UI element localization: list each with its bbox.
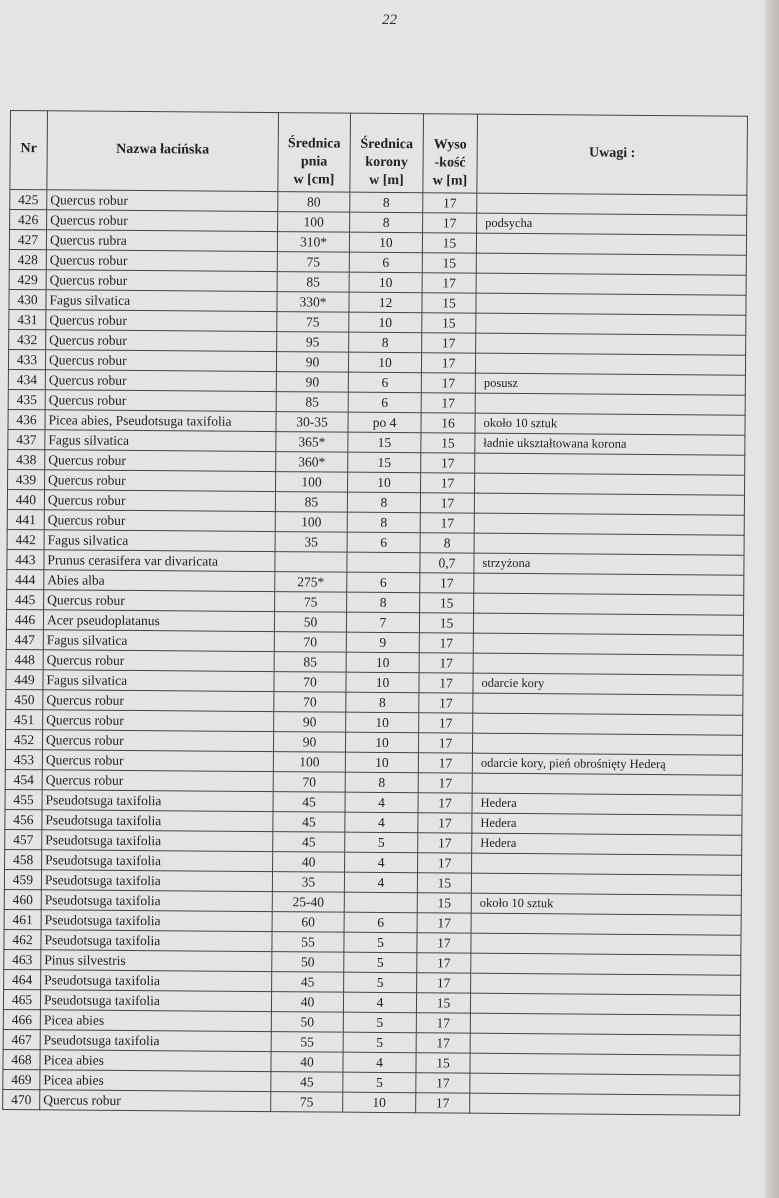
cell-height: 17 <box>418 753 472 773</box>
cell-trunk-diameter: 100 <box>275 512 347 533</box>
page-edge <box>765 0 779 1198</box>
cell-trunk-diameter <box>275 552 347 573</box>
header-crown-line-3: w [m] <box>369 172 404 189</box>
cell-latin-name: Quercus robur <box>44 590 275 612</box>
cell-notes: strzyżona <box>474 553 744 575</box>
header-trunk-line-3: w [cm] <box>293 172 335 188</box>
cell-notes <box>476 233 746 255</box>
cell-notes <box>475 353 745 375</box>
cell-latin-name: Pseudotsuga taxifolia <box>40 1030 271 1052</box>
cell-latin-name: Pseudotsuga taxifolia <box>41 930 272 952</box>
cell-notes <box>473 693 743 715</box>
cell-trunk-diameter: 60 <box>272 912 344 933</box>
cell-notes <box>473 653 743 675</box>
cell-height: 17 <box>416 1033 470 1053</box>
cell-trunk-diameter: 75 <box>277 252 349 273</box>
cell-height: 17 <box>423 193 477 213</box>
cell-notes <box>471 873 741 895</box>
cell-height: 15 <box>422 293 476 313</box>
cell-crown-diameter: 6 <box>347 532 420 553</box>
cell-latin-name: Pseudotsuga taxifolia <box>42 830 273 852</box>
cell-nr: 438 <box>8 449 45 469</box>
cell-notes <box>471 913 741 935</box>
cell-notes: posusz <box>475 373 745 395</box>
cell-crown-diameter: 9 <box>346 632 419 653</box>
cell-latin-name: Picea abies <box>40 1010 271 1032</box>
cell-crown-diameter: 4 <box>343 1052 416 1073</box>
cell-crown-diameter: 5 <box>344 952 417 973</box>
cell-latin-name: Quercus robur <box>44 490 275 512</box>
cell-crown-diameter: 5 <box>343 1072 416 1093</box>
cell-latin-name: Fagus silvatica <box>45 430 276 452</box>
cell-nr: 462 <box>4 929 41 949</box>
cell-notes <box>474 493 744 515</box>
cell-nr: 454 <box>5 769 42 789</box>
cell-notes <box>476 313 746 335</box>
cell-notes: Hedera <box>472 793 742 815</box>
cell-nr: 439 <box>8 469 45 489</box>
header-height-line-1: Wyso <box>433 137 467 153</box>
cell-nr: 441 <box>7 509 44 529</box>
header-crown-line-1: Średnica <box>360 136 414 153</box>
header-notes: Uwagi : <box>477 114 748 195</box>
cell-nr: 467 <box>3 1029 40 1049</box>
cell-nr: 442 <box>7 529 44 549</box>
cell-trunk-diameter: 70 <box>274 672 346 693</box>
cell-notes <box>470 1093 740 1115</box>
cell-notes: Hedera <box>472 813 742 835</box>
cell-height: 8 <box>420 533 474 553</box>
cell-height: 17 <box>420 493 474 513</box>
cell-notes: ładnie ukształtowana korona <box>475 433 745 455</box>
cell-trunk-diameter: 55 <box>272 932 344 953</box>
cell-notes <box>470 993 740 1015</box>
cell-crown-diameter: 8 <box>347 512 420 533</box>
cell-latin-name: Pseudotsuga taxifolia <box>41 910 272 932</box>
cell-height: 0,7 <box>420 553 474 573</box>
cell-height: 17 <box>421 393 475 413</box>
cell-notes: odarcie kory, pień obrośnięty Hederą <box>472 753 742 775</box>
cell-notes <box>476 333 746 355</box>
cell-notes <box>471 953 741 975</box>
cell-crown-diameter: 10 <box>348 352 421 373</box>
cell-height: 17 <box>420 573 474 593</box>
cell-latin-name: Quercus robur <box>44 510 275 532</box>
cell-nr: 448 <box>6 649 43 669</box>
cell-crown-diameter: 8 <box>350 192 423 213</box>
cell-crown-diameter: 10 <box>345 752 418 773</box>
cell-notes: Hedera <box>472 833 742 855</box>
cell-latin-name: Fagus silvatica <box>43 670 274 692</box>
cell-crown-diameter: 5 <box>343 1032 416 1053</box>
cell-latin-name: Quercus robur <box>45 350 276 372</box>
cell-height: 17 <box>422 333 476 353</box>
cell-height: 15 <box>417 893 471 913</box>
cell-latin-name: Pseudotsuga taxifolia <box>42 790 273 812</box>
cell-nr: 459 <box>4 869 41 889</box>
cell-trunk-diameter: 70 <box>274 632 346 653</box>
cell-notes <box>476 293 746 315</box>
cell-latin-name: Quercus robur <box>42 730 273 752</box>
cell-nr: 427 <box>9 230 46 250</box>
cell-nr: 446 <box>6 609 43 629</box>
cell-crown-diameter: 4 <box>343 992 416 1013</box>
cell-notes <box>470 1073 740 1095</box>
cell-latin-name: Quercus robur <box>43 710 274 732</box>
cell-latin-name: Quercus robur <box>46 270 277 292</box>
cell-nr: 436 <box>8 409 45 429</box>
cell-crown-diameter: 6 <box>349 252 422 273</box>
cell-latin-name: Acer pseudoplatanus <box>43 610 274 632</box>
cell-height: 15 <box>416 1053 470 1073</box>
cell-trunk-diameter: 35 <box>272 872 344 893</box>
cell-height: 17 <box>421 453 475 473</box>
cell-trunk-diameter: 55 <box>271 1032 343 1053</box>
cell-notes: podsycha <box>477 213 747 235</box>
cell-crown-diameter: 15 <box>348 432 421 453</box>
cell-crown-diameter: 10 <box>349 272 422 293</box>
cell-crown-diameter: 4 <box>345 812 418 833</box>
cell-nr: 452 <box>5 729 42 749</box>
cell-nr: 470 <box>3 1089 40 1109</box>
header-nr: Nr <box>10 111 48 190</box>
cell-nr: 425 <box>10 190 47 210</box>
cell-latin-name: Quercus robur <box>45 370 276 392</box>
cell-trunk-diameter: 45 <box>272 972 344 993</box>
tree-inventory-table <box>2 110 748 1116</box>
cell-latin-name: Fagus silvatica <box>46 290 277 312</box>
cell-notes <box>472 773 742 795</box>
cell-notes <box>475 473 745 495</box>
cell-nr: 432 <box>9 329 46 349</box>
cell-notes <box>476 273 746 295</box>
cell-nr: 440 <box>7 489 44 509</box>
cell-latin-name: Quercus robur <box>45 390 276 412</box>
cell-crown-diameter: 8 <box>346 692 419 713</box>
cell-height: 17 <box>419 713 473 733</box>
cell-height: 17 <box>419 653 473 673</box>
cell-height: 15 <box>422 253 476 273</box>
cell-crown-diameter: 5 <box>344 972 417 993</box>
cell-latin-name: Picea abies <box>40 1050 271 1072</box>
cell-notes <box>474 533 744 555</box>
cell-crown-diameter: 10 <box>346 712 419 733</box>
cell-trunk-diameter: 90 <box>276 352 348 373</box>
cell-latin-name: Pinus silvestris <box>41 950 272 972</box>
cell-nr: 449 <box>6 669 43 689</box>
cell-nr: 460 <box>4 889 41 909</box>
cell-notes <box>473 633 743 655</box>
cell-nr: 457 <box>5 829 42 849</box>
header-height-line-2: -kość <box>434 155 466 171</box>
cell-crown-diameter: 6 <box>348 372 421 393</box>
cell-nr: 445 <box>7 589 44 609</box>
cell-latin-name: Prunus cerasifera var divaricata <box>44 550 275 572</box>
cell-crown-diameter: 8 <box>349 332 422 353</box>
cell-latin-name: Quercus robur <box>45 450 276 472</box>
cell-trunk-diameter: 50 <box>271 1012 343 1033</box>
cell-height: 17 <box>418 773 472 793</box>
cell-crown-diameter: 15 <box>348 452 421 473</box>
cell-crown-diameter: 4 <box>344 872 417 893</box>
header-latin-name: Nazwa łacińska <box>47 111 279 192</box>
cell-height: 15 <box>416 993 470 1013</box>
header-crown-diameter <box>350 113 424 193</box>
cell-crown-diameter: 5 <box>344 932 417 953</box>
cell-nr: 428 <box>9 249 46 269</box>
cell-latin-name: Picea abies <box>40 1070 271 1092</box>
cell-trunk-diameter: 85 <box>275 492 347 513</box>
cell-crown-diameter: po 4 <box>348 412 421 433</box>
cell-trunk-diameter: 45 <box>271 1072 343 1093</box>
cell-nr: 433 <box>8 349 45 369</box>
cell-height: 17 <box>421 353 475 373</box>
cell-notes: odarcie kory <box>473 673 743 695</box>
cell-trunk-diameter: 45 <box>273 812 345 833</box>
cell-latin-name: Pseudotsuga taxifolia <box>42 850 273 872</box>
cell-trunk-diameter: 275* <box>275 572 347 593</box>
cell-height: 17 <box>418 833 472 853</box>
cell-nr: 447 <box>6 629 43 649</box>
cell-nr: 430 <box>9 289 46 309</box>
cell-trunk-diameter: 25-40 <box>272 892 344 913</box>
cell-crown-diameter: 10 <box>346 652 419 673</box>
cell-latin-name: Quercus robur <box>46 310 277 332</box>
cell-nr: 455 <box>5 789 42 809</box>
cell-height: 15 <box>419 613 473 633</box>
header-height <box>423 114 478 193</box>
cell-crown-diameter: 12 <box>349 292 422 313</box>
cell-height: 17 <box>419 673 473 693</box>
cell-height: 17 <box>419 633 473 653</box>
cell-notes: około 10 sztuk <box>475 413 745 435</box>
cell-notes <box>471 973 741 995</box>
cell-crown-diameter: 10 <box>349 232 422 253</box>
cell-nr: 437 <box>8 429 45 449</box>
cell-nr: 431 <box>9 309 46 329</box>
cell-nr: 458 <box>5 849 42 869</box>
cell-nr: 465 <box>3 989 40 1009</box>
cell-height: 17 <box>418 813 472 833</box>
cell-trunk-diameter: 50 <box>272 952 344 973</box>
cell-height: 17 <box>417 953 471 973</box>
cell-height: 17 <box>420 513 474 533</box>
cell-notes <box>477 193 747 215</box>
cell-trunk-diameter: 75 <box>271 1092 343 1113</box>
cell-notes <box>474 513 744 535</box>
cell-notes: około 10 sztuk <box>471 893 741 915</box>
cell-crown-diameter: 10 <box>348 472 421 493</box>
cell-notes <box>472 733 742 755</box>
cell-latin-name: Quercus robur <box>43 650 274 672</box>
cell-trunk-diameter: 40 <box>271 992 343 1013</box>
cell-trunk-diameter: 75 <box>275 592 347 613</box>
cell-nr: 426 <box>10 210 47 230</box>
cell-height: 15 <box>417 873 471 893</box>
cell-crown-diameter: 4 <box>345 792 418 813</box>
cell-latin-name: Pseudotsuga taxifolia <box>41 890 272 912</box>
cell-trunk-diameter: 100 <box>278 212 350 233</box>
cell-trunk-diameter: 100 <box>276 472 348 493</box>
cell-latin-name: Fagus silvatica <box>44 530 275 552</box>
cell-height: 17 <box>417 913 471 933</box>
cell-crown-diameter <box>344 892 417 913</box>
cell-latin-name: Pseudotsuga taxifolia <box>41 970 272 992</box>
cell-trunk-diameter: 85 <box>277 272 349 293</box>
cell-trunk-diameter: 75 <box>277 312 349 333</box>
table-header-row <box>10 111 748 196</box>
cell-crown-diameter: 6 <box>348 392 421 413</box>
cell-trunk-diameter: 35 <box>275 532 347 553</box>
cell-notes <box>475 393 745 415</box>
cell-nr: 468 <box>3 1049 40 1069</box>
header-trunk-line-1: Średnica <box>287 136 341 152</box>
cell-height: 15 <box>420 593 474 613</box>
cell-trunk-diameter: 310* <box>277 232 349 253</box>
cell-height: 17 <box>416 1013 470 1033</box>
cell-nr: 469 <box>3 1069 40 1089</box>
cell-trunk-diameter: 70 <box>274 692 346 713</box>
cell-trunk-diameter: 90 <box>273 732 345 753</box>
cell-trunk-diameter: 365* <box>276 432 348 453</box>
cell-latin-name: Quercus robur <box>45 470 276 492</box>
cell-height: 15 <box>421 433 475 453</box>
cell-height: 16 <box>421 413 475 433</box>
table-body <box>3 190 747 1116</box>
cell-notes <box>470 1033 740 1055</box>
cell-nr: 434 <box>8 369 45 389</box>
header-crown-line-2: korony <box>365 154 408 171</box>
cell-latin-name: Fagus silvatica <box>43 630 274 652</box>
header-trunk-diameter <box>278 113 351 193</box>
header-height-line-3: w [m] <box>432 173 468 189</box>
cell-height: 17 <box>417 933 471 953</box>
cell-notes <box>470 1053 740 1075</box>
cell-notes <box>476 253 746 275</box>
cell-latin-name: Quercus robur <box>46 330 277 352</box>
cell-crown-diameter: 10 <box>345 732 418 753</box>
cell-crown-diameter: 10 <box>343 1092 416 1113</box>
cell-nr: 461 <box>4 909 41 929</box>
cell-trunk-diameter: 85 <box>276 392 348 413</box>
cell-crown-diameter: 6 <box>347 572 420 593</box>
cell-crown-diameter: 5 <box>345 832 418 853</box>
cell-height: 17 <box>417 973 471 993</box>
cell-crown-diameter: 8 <box>347 492 420 513</box>
cell-nr: 464 <box>4 969 41 989</box>
cell-height: 17 <box>421 373 475 393</box>
cell-trunk-diameter: 50 <box>274 612 346 633</box>
cell-notes <box>474 573 744 595</box>
cell-latin-name: Quercus robur <box>46 250 277 272</box>
cell-trunk-diameter: 90 <box>274 712 346 733</box>
cell-height: 17 <box>418 793 472 813</box>
cell-notes <box>473 713 743 735</box>
cell-trunk-diameter: 95 <box>277 332 349 353</box>
cell-latin-name: Quercus robur <box>47 190 278 212</box>
cell-nr: 463 <box>4 949 41 969</box>
cell-nr: 450 <box>6 689 43 709</box>
cell-latin-name: Quercus rubra <box>46 230 277 252</box>
cell-nr: 443 <box>7 549 44 569</box>
cell-latin-name: Abies alba <box>44 570 275 592</box>
page-number: 22 <box>382 12 397 28</box>
cell-crown-diameter: 4 <box>345 852 418 873</box>
cell-latin-name: Quercus robur <box>40 1090 271 1112</box>
cell-height: 17 <box>423 213 477 233</box>
cell-trunk-diameter: 85 <box>274 652 346 673</box>
cell-latin-name: Pseudotsuga taxifolia <box>41 870 272 892</box>
cell-crown-diameter: 8 <box>350 212 423 233</box>
cell-height: 17 <box>419 693 473 713</box>
cell-crown-diameter <box>347 552 420 573</box>
cell-crown-diameter: 10 <box>349 312 422 333</box>
cell-nr: 429 <box>9 269 46 289</box>
cell-trunk-diameter: 45 <box>273 832 345 853</box>
cell-crown-diameter: 7 <box>346 612 419 633</box>
cell-latin-name: Quercus robur <box>42 770 273 792</box>
cell-trunk-diameter: 40 <box>273 852 345 873</box>
cell-notes <box>474 593 744 615</box>
cell-nr: 451 <box>6 709 43 729</box>
cell-height: 17 <box>421 473 475 493</box>
cell-nr: 456 <box>5 809 42 829</box>
cell-trunk-diameter: 40 <box>271 1052 343 1073</box>
cell-trunk-diameter: 45 <box>273 792 345 813</box>
cell-latin-name: Pseudotsuga taxifolia <box>42 810 273 832</box>
cell-latin-name: Quercus robur <box>43 690 274 712</box>
cell-height: 15 <box>422 233 476 253</box>
cell-trunk-diameter: 80 <box>278 192 350 213</box>
cell-latin-name: Quercus robur <box>47 210 278 232</box>
cell-crown-diameter: 8 <box>347 592 420 613</box>
cell-notes <box>475 453 745 475</box>
cell-trunk-diameter: 330* <box>277 292 349 313</box>
cell-notes <box>470 1013 740 1035</box>
cell-notes <box>471 933 741 955</box>
cell-crown-diameter: 10 <box>346 672 419 693</box>
cell-height: 17 <box>418 733 472 753</box>
cell-nr: 466 <box>3 1009 40 1029</box>
cell-height: 17 <box>416 1093 470 1113</box>
cell-latin-name: Quercus robur <box>42 750 273 772</box>
cell-latin-name: Picea abies, Pseudotsuga taxifolia <box>45 410 276 432</box>
cell-trunk-diameter: 70 <box>273 772 345 793</box>
cell-latin-name: Pseudotsuga taxifolia <box>40 990 271 1012</box>
cell-nr: 444 <box>7 569 44 589</box>
cell-notes <box>473 613 743 635</box>
cell-trunk-diameter: 360* <box>276 452 348 473</box>
header-trunk-line-2: pnia <box>300 154 328 170</box>
cell-height: 17 <box>418 853 472 873</box>
cell-notes <box>472 853 742 875</box>
cell-crown-diameter: 5 <box>343 1012 416 1033</box>
cell-nr: 435 <box>8 389 45 409</box>
cell-height: 15 <box>422 313 476 333</box>
cell-trunk-diameter: 30-35 <box>276 412 348 433</box>
cell-crown-diameter: 6 <box>344 912 417 933</box>
cell-trunk-diameter: 100 <box>273 752 345 773</box>
tree-inventory-table-wrap <box>2 110 747 1116</box>
cell-height: 17 <box>416 1073 470 1093</box>
cell-height: 17 <box>422 273 476 293</box>
cell-crown-diameter: 8 <box>345 772 418 793</box>
cell-nr: 453 <box>5 749 42 769</box>
cell-trunk-diameter: 90 <box>276 372 348 393</box>
